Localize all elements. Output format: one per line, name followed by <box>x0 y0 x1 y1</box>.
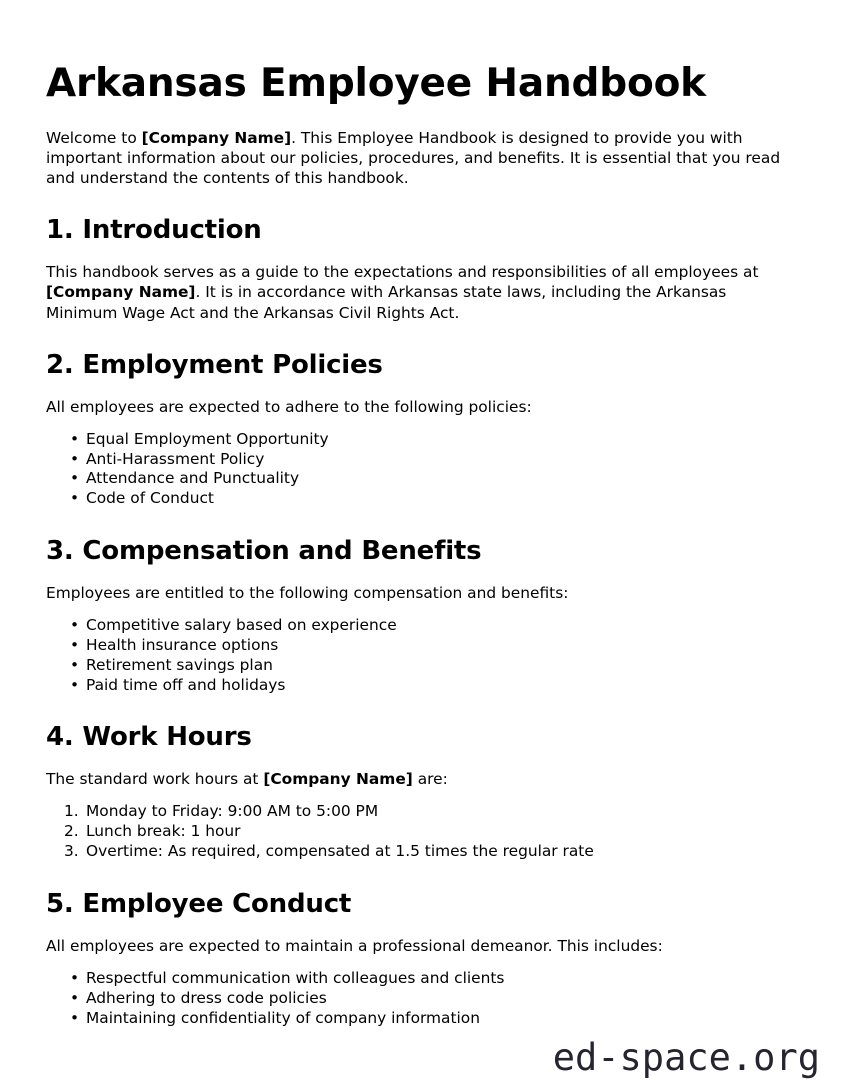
section-1-text-before: This handbook serves as a guide to the expectations and responsibilities of all employees at <box>46 263 759 282</box>
company-name-placeholder: [Company Name] <box>46 283 196 302</box>
section-2-intro: All employees are expected to adhere to the following policies: <box>46 397 532 416</box>
list-item: • Attendance and Punctuality <box>86 469 791 489</box>
section-5-intro: All employees are expected to maintain a professional demeanor. This includes: <box>46 936 663 955</box>
intro-lead-text: Welcome to <box>46 128 142 147</box>
list-item: • Respectful communication with colleagues and clients <box>86 969 791 989</box>
list-item: • Health insurance options <box>86 636 791 656</box>
list-item: Monday to Friday: 9:00 AM to 5:00 PM <box>86 802 379 821</box>
section-4-intro <box>46 769 791 789</box>
section-heading-work-hours: 4. Work Hours <box>46 722 252 753</box>
employment-policies-list <box>46 430 791 509</box>
section-1-text-after: . It is in accordance with Arkansas state laws, including the Arkansas Minimum Wage Act and the Arkansas Civil Rights Act. <box>46 283 727 322</box>
list-item: • Paid time off and holidays <box>86 676 791 696</box>
list-item: • Retirement savings plan <box>86 656 791 676</box>
list-item: • Adhering to dress code policies <box>86 989 791 1009</box>
section-4-text-after: are: <box>412 770 448 789</box>
work-hours-list <box>46 802 791 861</box>
list-item: • Equal Employment Opportunity <box>86 430 791 450</box>
list-item: • Anti-Harassment Policy <box>86 450 791 470</box>
list-item: • Code of Conduct <box>86 489 791 509</box>
company-name-placeholder: [Company Name] <box>263 770 413 789</box>
section-1-paragraph <box>46 262 791 323</box>
list-item: Overtime: As required, compensated at 1.5 times the regular rate <box>86 842 594 861</box>
section-4-text-before: The standard work hours at <box>46 770 264 789</box>
section-heading-employment-policies: 2. Employment Policies <box>46 349 383 380</box>
watermark: ed-space.org <box>552 1036 820 1079</box>
employee-conduct-list <box>46 969 791 1028</box>
section-heading-introduction: 1. Introduction <box>46 215 262 246</box>
list-item: • Competitive salary based on experience <box>86 616 791 636</box>
list-item: Lunch break: 1 hour <box>86 822 241 841</box>
section-3-intro: Employees are entitled to the following compensation and benefits: <box>46 583 569 602</box>
section-heading-compensation-and-benefits: 3. Compensation and Benefits <box>46 536 482 567</box>
list-item: • Maintaining confidentiality of company information <box>86 1009 791 1029</box>
intro-rest-text: . This Employee Handbook is designed to provide you with important information about our policies, procedures, and benefits. It is essential that you read and understand the contents of this handbook. <box>46 128 781 188</box>
company-name-placeholder: [Company Name] <box>141 128 292 147</box>
page-title: Arkansas Employee Handbook <box>46 61 706 106</box>
compensation-benefits-list <box>46 616 791 695</box>
section-heading-employee-conduct: 5. Employee Conduct <box>46 888 352 919</box>
intro-paragraph <box>46 128 791 189</box>
